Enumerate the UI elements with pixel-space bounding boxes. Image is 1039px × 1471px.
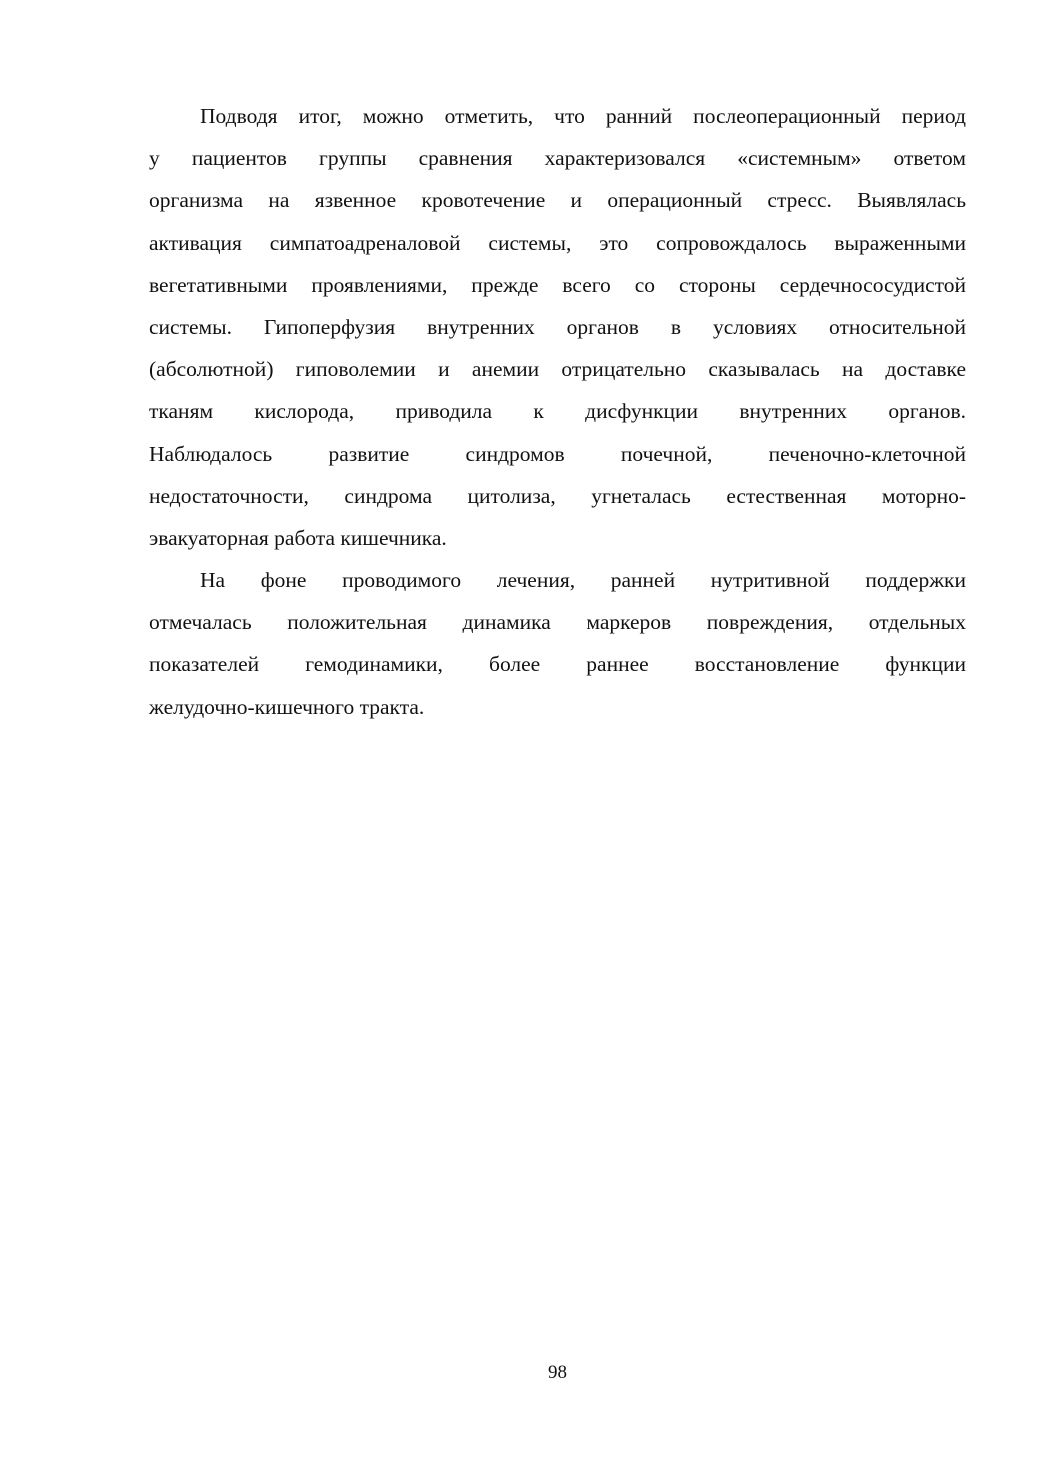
text-line: (абсолютной) гиповолемии и анемии отрицательно сказывалась на доставке <box>149 357 966 382</box>
text-line: организма на язвенное кровотечение и операционный стресс. Выявлялась <box>149 188 966 213</box>
paragraph-1 <box>149 95 966 559</box>
text-line: активация симпатоадреналовой системы, это сопровождалось выраженными <box>149 230 966 255</box>
text-line: На фоне проводимого лечения, ранней нутритивной поддержки <box>200 568 966 593</box>
text-line: желудочно-кишечного тракта. <box>149 694 425 719</box>
text-line: отмечалась положительная динамика маркеров повреждения, отдельных <box>149 610 966 635</box>
text-line: Подводя итог, можно отметить, что ранний послеоперационный период <box>200 104 966 128</box>
page-number: 98 <box>548 1362 567 1383</box>
text-line: недостаточности, синдрома цитолиза, угнеталась естественная моторно- <box>149 483 966 508</box>
text-line: вегетативными проявлениями, прежде всего со стороны сердечнососудистой <box>149 272 966 297</box>
text-line: эвакуаторная работа кишечника. <box>149 525 447 550</box>
text-line: показателей гемодинамики, более раннее восстановление функции <box>149 652 966 677</box>
paragraph-2 <box>149 559 966 728</box>
text-line: Наблюдалось развитие синдромов почечной, печеночно-клеточной <box>149 441 966 466</box>
text-line: у пациентов группы сравнения характеризовался «системным» ответом <box>149 146 966 171</box>
text-line: системы. Гипоперфузия внутренних органов в условиях относительной <box>149 314 966 339</box>
text-line: тканям кислорода, приводила к дисфункции внутренних органов. <box>149 399 966 424</box>
body-text <box>149 95 966 728</box>
